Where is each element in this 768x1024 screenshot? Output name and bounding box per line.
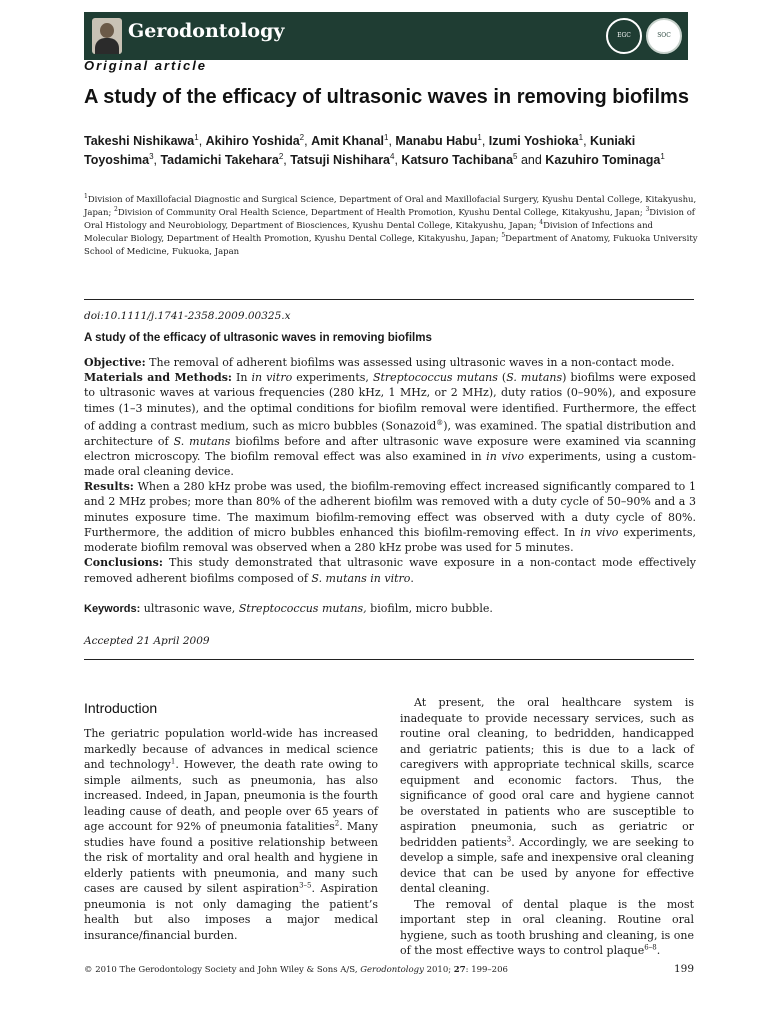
author-list: Takeshi Nishikawa$^1$, Akihiro Yoshida$^2$, Amit Khanal$^1$, Manabu Habu$^1$, Izumi Yoshioka$^1$, Kuniaki Toyoshima$^3$, Tadamichi Takehara$^2$, Tatsuji Nishihara$^4$, Katsuro Tachibana$^5$ and Kazuhiro Tominaga$^1$	[84, 132, 665, 167]
author-name: Tadamichi Takehara	[160, 153, 279, 167]
author-name: Takeshi Nishikawa	[84, 134, 195, 148]
affiliation-number: 3	[645, 206, 650, 214]
accepted-date: Accepted 21 April 2009	[84, 635, 210, 647]
society-emblem-icon: SOC	[646, 18, 682, 54]
section-heading-introduction: Introduction	[84, 700, 158, 716]
author-affiliation-mark: 3	[149, 151, 154, 161]
affiliation-number: 2	[114, 206, 118, 214]
author-affiliation-mark: 1	[384, 132, 389, 142]
body-column-right: At present, the oral healthcare system is inadequate to provide necessary services, such as routine oral cleaning, to bedridden, handicapped and geriatric patients; this is due to a lack of caregivers with appropriate technical skills, scarce equipment and economic factors. Thus, the significance of good oral care and hygiene cannot be overstated in patients who are susceptible to aspiration pneumonia, such as geriatric or bedridden patients$^3$. Accordingly, we are seeking to develop a simple, safe and inexpensive oral cleaning device that can be used by anyone for effective dental cleaning. The removal of dental plaque is the most important step in oral cleaning. Routine oral hygiene, such as tooth brushing and cleaning, is one of the most effective ways to control plaque$^{6-8}$.	[400, 696, 694, 957]
doi-link[interactable]: doi:10.1111/j.1741-2358.2009.00325.x	[84, 310, 291, 322]
body-column-left: The geriatric population world-wide has increased markedly because of advances in medical science and technology$^1$. However, the death rate owing to simple ailments, such as pneumonia, has also increased. Indeed, in Japan, pneumonia is the fourth leading cause of death, and people over 65 years of age account for 92% of pneumonia fatalities$^2$. Many studies have found a positive relationship between the risk of mortality and oral health and hygiene in elderly patients with pneumonia, and many such cases are caused by silent aspiration$^{3-5}$. Aspiration pneumonia is not only damaging the patient’s health but also imposes a major medical insurance/financial burden.	[84, 727, 378, 942]
author-name: Manabu Habu	[395, 134, 478, 148]
portrait-logo-icon	[92, 18, 122, 54]
author-name: Kazuhiro Tominaga	[545, 153, 661, 167]
author-name: Amit Khanal	[311, 134, 385, 148]
affiliation-text: Division of Infections and Molecular Biology, Department of Health Promotion, Kyushu Dental College, Kitakyushu, Japan;	[84, 221, 653, 244]
abstract: Objective: The removal of adherent biofilms was assessed using ultrasonic waves in a non-contact mode. Materials and Methods: In in vitro experiments, Streptococcus mutans (S. mutans) biofilms were exposed to ultrasonic waves at various frequencies (280 kHz, 1 MHz, or 2 MHz), duty ratios (0–90%), and exposure times (1–3 minutes), and the optimal conditions for biofilm removal were identified. Furthermore, the effect of adding a contrast medium, such as micro bubbles (Sonazoid®), was examined. The spatial distribution and architecture of S. mutans biofilms before and after ultrasonic wave exposure were examined via scanning electron microscopy. The biofilm removal effect was also examined in in vivo experiments, using a custom-made oral cleaning device. Results: When a 280 kHz probe was used, the biofilm-removing effect increased significantly compared to 1 and 2 MHz probes; more than 80% of the adherent biofilm was removed with a duty cycle of 50–90% and a 3 minutes exposure time. The maximum biofilm-removing effect was observed with a duty cycle of 80%. Furthermore, the addition of micro bubbles enhanced this biofilm-removing effect. In in vivo experiments, moderate biofilm removal was observed when a 280 kHz probe was used for 5 minutes. Conclusions: This study demonstrated that ultrasonic wave exposure in a non-contact mode effectively removed adherent biofilms composed of S. mutans in vitro.	[84, 356, 697, 585]
society-seal-icon: EGC	[606, 18, 642, 54]
page-number: 199	[673, 963, 694, 975]
author-name: Akihiro Yoshida	[205, 134, 300, 148]
author-name: Izumi Yoshioka	[488, 134, 579, 148]
divider	[84, 299, 694, 300]
author-name: Katsuro Tachibana	[401, 153, 514, 167]
divider	[84, 659, 694, 660]
copyright-footer: © 2010 The Gerodontology Society and John Wiley & Sons A/S, Gerodontology 2010; 27: 199–206	[84, 965, 508, 975]
author-affiliation-mark: 2	[299, 132, 305, 142]
author-affiliation-mark: 1	[660, 151, 665, 161]
affiliations	[84, 194, 698, 259]
journal-banner	[84, 12, 688, 60]
author-affiliation-mark: 2	[278, 151, 284, 161]
author-affiliation-mark: 4	[390, 151, 395, 161]
author-affiliation-mark: 1	[578, 132, 584, 142]
author-affiliation-mark: 5	[513, 151, 518, 161]
affiliation-number: 5	[501, 232, 506, 240]
article-title: A study of the efficacy of ultrasonic waves in removing biofilms	[84, 86, 689, 108]
affiliation-text: Department of Anatomy, Fukuoka University School of Medicine, Fukuoka, Japan	[84, 234, 698, 257]
keywords: Keywords: ultrasonic wave, Streptococcus mutans, biofilm, micro bubble.	[84, 602, 493, 615]
journal-name: Gerodontology	[128, 20, 285, 42]
affiliation-text: Division of Oral Histology and Neurobiology, Department of Biosciences, Kyushu Dental College, Kitakyushu, Japan;	[84, 208, 695, 231]
affiliation-number: 1	[84, 193, 88, 201]
affiliation-text: Division of Community Oral Health Science, Department of Health Promotion, Kyushu Dental College, Kitakyushu, Japan;	[117, 208, 646, 218]
abstract-title: A study of the efficacy of ultrasonic waves in removing biofilms	[84, 332, 432, 344]
article-type: Original article	[84, 58, 208, 73]
affiliation-number: 4	[539, 219, 544, 227]
author-name: Kuniaki Toyoshima	[84, 134, 636, 167]
author-affiliation-mark: 1	[477, 132, 482, 142]
author-affiliation-mark: 1	[194, 132, 199, 142]
affiliation-text: Division of Maxillofacial Diagnostic and Surgical Science, Department of Oral and Maxillofacial Surgery, Kyushu Dental College, Kitakyushu, Japan;	[84, 195, 697, 218]
author-name: Tatsuji Nishihara	[290, 153, 391, 167]
